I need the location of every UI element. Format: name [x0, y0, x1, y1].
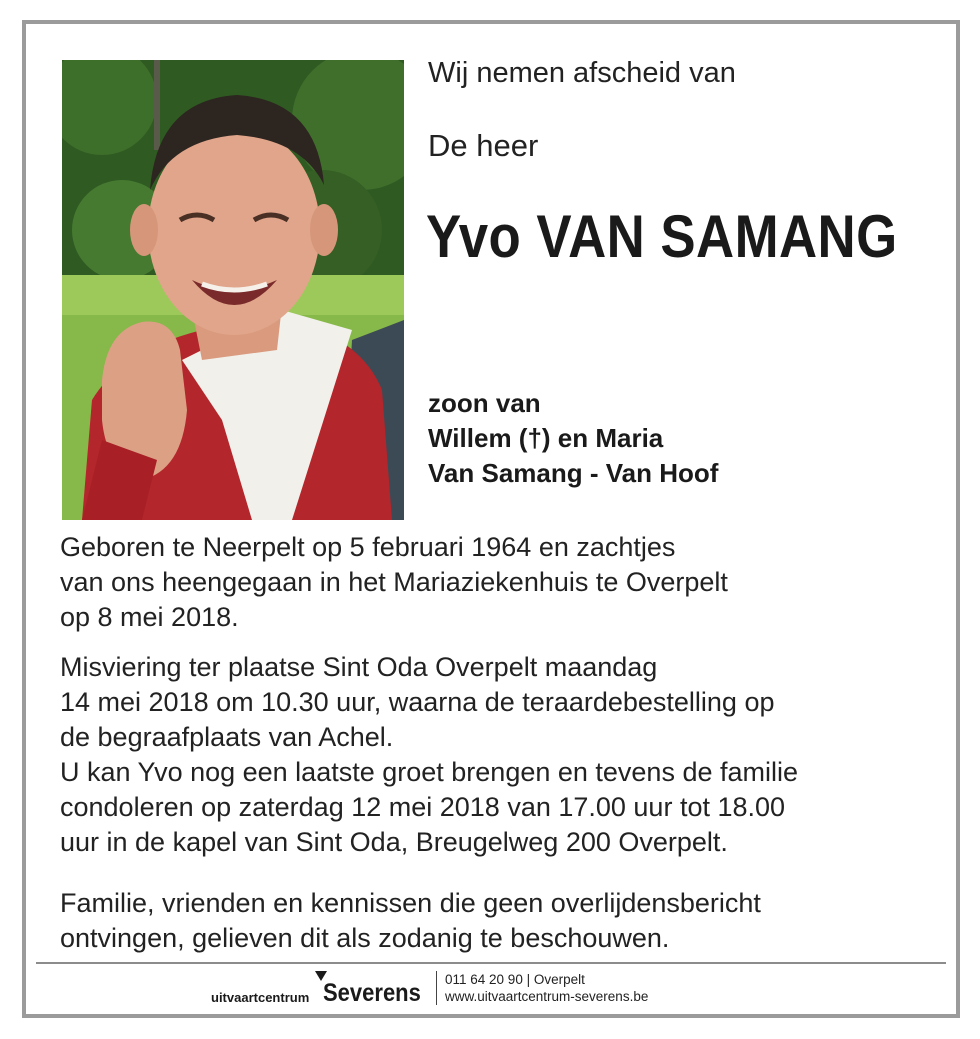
obituary-card — [22, 20, 960, 1018]
text-line: Familie, vrienden en kennissen die geen overlijdensbericht — [60, 888, 761, 918]
intro-text: Wij nemen afscheid van — [428, 57, 736, 89]
logo-prefix: uitvaartcentrum — [211, 990, 310, 1005]
parents-line: Van Samang - Van Hoof — [428, 458, 719, 488]
ceremony-paragraph — [60, 650, 940, 860]
text-line: ontvingen, gelieven dit als zodanig te beschouwen. — [60, 923, 670, 953]
logo-name: Severens — [323, 979, 421, 1007]
deceased-name: Yvo VAN SAMANG — [426, 203, 898, 270]
text-line: condoleren op zaterdag 12 mei 2018 van 17.00 uur tot 18.00 — [60, 792, 786, 822]
footer-separator — [436, 971, 437, 1005]
text-line: Geboren te Neerpelt op 5 februari 1964 en zachtjes — [60, 532, 676, 562]
parents-line: Willem (†) en Maria — [428, 423, 664, 453]
text-line: Misviering ter plaatse Sint Oda Overpelt maandag — [60, 652, 658, 682]
text-line: de begraafplaats van Achel. — [60, 722, 394, 752]
contact-line: 011 64 20 90 | Overpelt — [445, 972, 585, 987]
text-line: U kan Yvo nog een laatste groet brengen en tevens de familie — [60, 757, 799, 787]
closing-paragraph — [60, 886, 940, 956]
title-prefix: De heer — [428, 128, 539, 163]
text-line: op 8 mei 2018. — [60, 602, 239, 632]
funeral-home-logo — [211, 969, 441, 1009]
parents-line: zoon van — [428, 388, 541, 418]
website-link[interactable]: www.uitvaartcentrum-severens.be — [445, 989, 649, 1004]
birth-death-paragraph — [60, 530, 940, 635]
footer-divider — [36, 962, 946, 964]
portrait-photo — [62, 60, 404, 520]
parents-block — [428, 386, 718, 491]
text-line: van ons heengegaan in het Mariaziekenhuis te Overpelt — [60, 567, 728, 597]
footer-contact — [445, 971, 648, 1005]
text-line: 14 mei 2018 om 10.30 uur, waarna de teraardebestelling op — [60, 687, 775, 717]
text-line: uur in de kapel van Sint Oda, Breugelweg 200 Overpelt. — [60, 827, 728, 857]
